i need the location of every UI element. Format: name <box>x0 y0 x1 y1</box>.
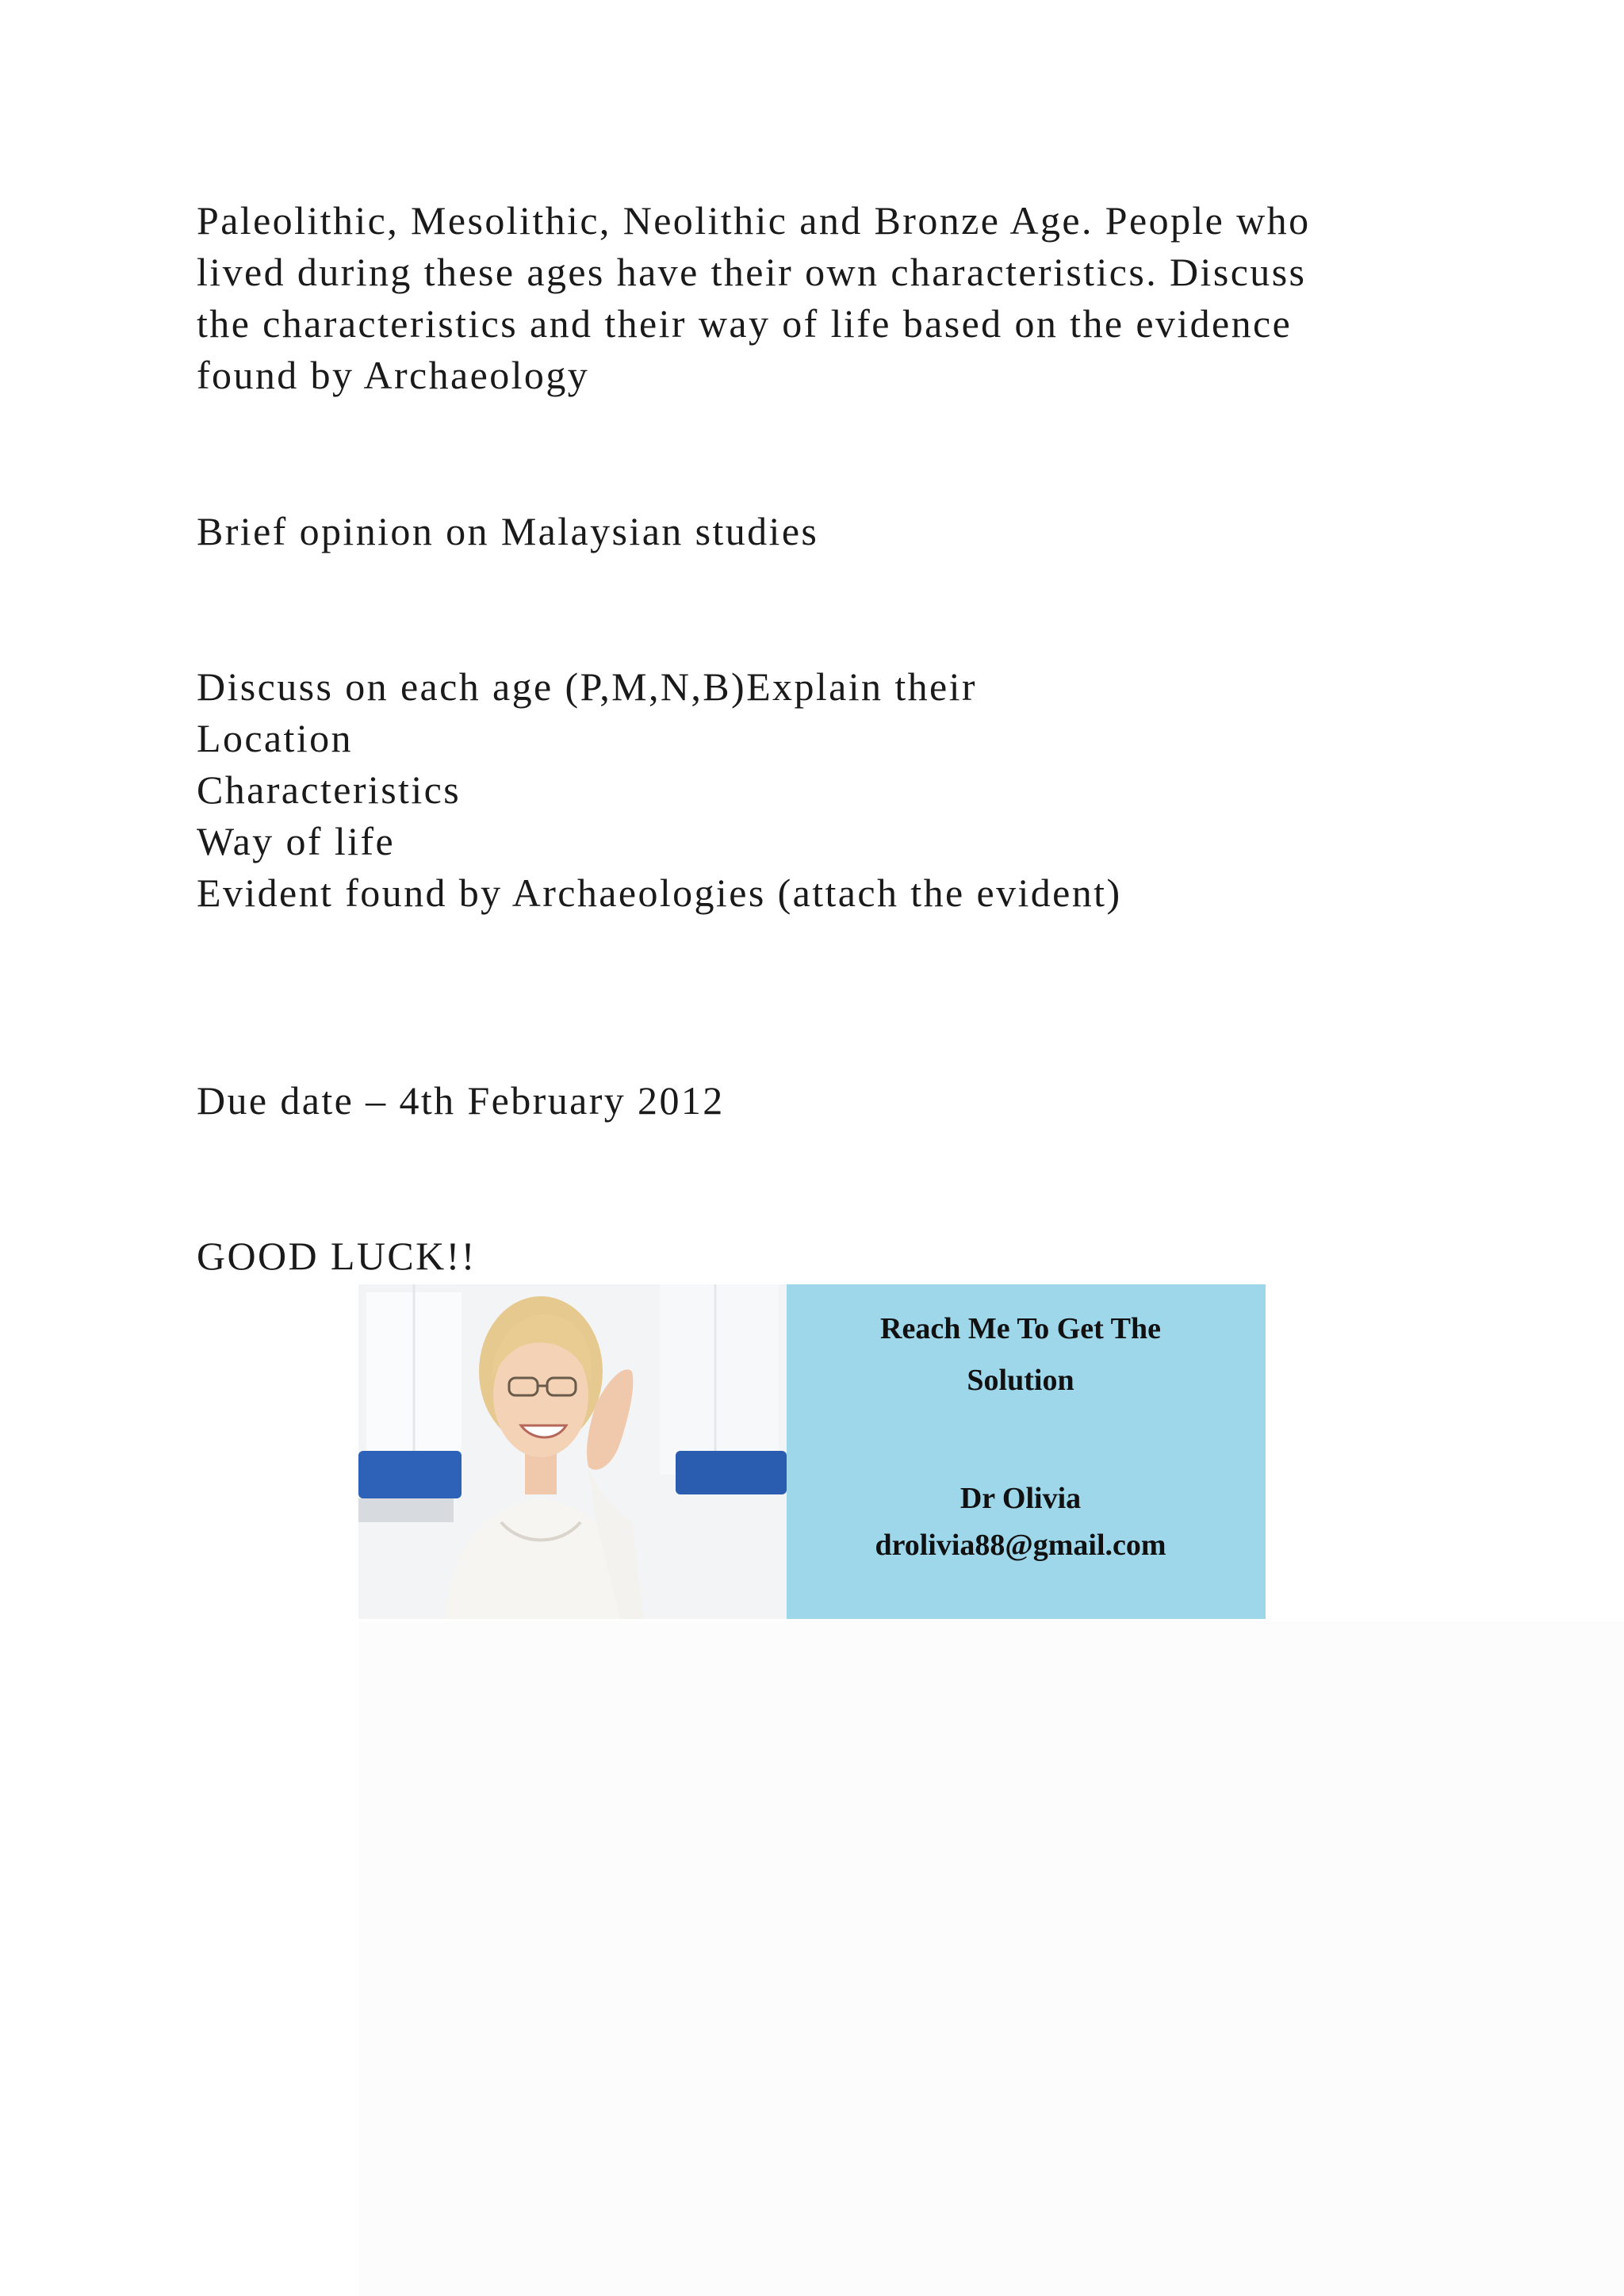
brief-opinion-line: Brief opinion on Malaysian studies <box>197 509 819 553</box>
background-panel <box>358 1621 1624 2296</box>
intro-line: lived during these ages have their own characteristics. Discuss <box>197 250 1307 294</box>
contact-panel[interactable] <box>787 1284 1266 1619</box>
advertisement-banner[interactable] <box>358 1284 1266 1619</box>
discuss-instruction: Discuss on each age (P,M,N,B)Explain their <box>197 664 977 709</box>
discuss-list <box>197 661 1122 919</box>
intro-line: Paleolithic, Mesolithic, Neolithic and Bronze Age. People who <box>197 198 1311 243</box>
discuss-item-evidence: Evident found by Archaeologies (attach the evident) <box>197 871 1122 915</box>
discuss-item-way-of-life: Way of life <box>197 819 396 863</box>
discuss-item-location: Location <box>197 716 353 760</box>
due-date: Due date – 4th February 2012 <box>197 1078 725 1123</box>
cta-heading-continued: Solution <box>967 1364 1074 1397</box>
intro-line: the characteristics and their way of life based on the evidence <box>197 301 1293 346</box>
discuss-item-characteristics: Characteristics <box>197 767 462 812</box>
intro-line: found by Archaeology <box>197 353 590 397</box>
woman-photo <box>358 1284 787 1619</box>
contact-email-link[interactable]: drolivia88@gmail.com <box>875 1529 1166 1562</box>
intro-paragraph <box>197 195 1310 401</box>
cta-heading: Reach Me To Get The <box>880 1312 1161 1345</box>
contact-name: Dr Olivia <box>959 1482 1082 1515</box>
closing-line: GOOD LUCK!! <box>197 1234 477 1278</box>
